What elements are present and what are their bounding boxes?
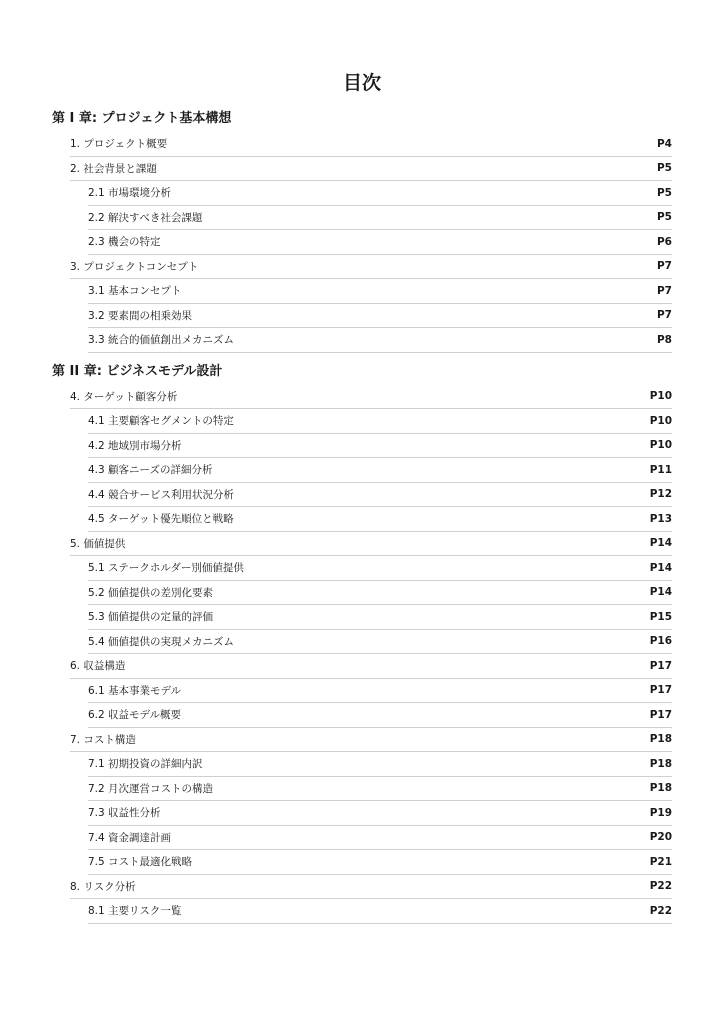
chapter-heading: 第 I 章: プロジェクト基本構想 [52, 111, 232, 126]
chapter-heading: 第 II 章: ビジネスモデル設計 [52, 363, 223, 379]
toc-subsection-row[interactable] [88, 826, 672, 851]
toc-subsection-row[interactable] [88, 507, 672, 532]
toc-section-row[interactable] [70, 728, 672, 753]
toc-entry-label: 5.3 価値提供の定量的評価 [88, 611, 214, 624]
toc-page-number: P7 [656, 260, 672, 273]
toc-entry-label: 4.5 ターゲット優先順位と戦略 [88, 513, 234, 526]
toc-entry-label: 3.1 基本コンセプト [88, 285, 182, 298]
toc-subsection-row[interactable] [88, 483, 672, 508]
toc-subsection-row[interactable] [88, 581, 672, 606]
toc-entry-label: 7. コスト構造 [70, 733, 136, 746]
toc-entry-label: 2.2 解決すべき社会課題 [88, 211, 203, 224]
toc-entry-label: 4.4 競合サービス利用状況分析 [88, 488, 235, 501]
toc-entry-label: 8. リスク分析 [70, 880, 136, 893]
toc-subsection-row[interactable] [88, 850, 672, 875]
toc-subsection-row[interactable] [88, 181, 672, 206]
toc-subsection-row[interactable] [88, 304, 672, 329]
toc-section-row[interactable] [70, 875, 672, 900]
toc-entry-label: 2. 社会背景と課題 [70, 162, 157, 175]
toc-subsection-row[interactable] [88, 679, 672, 704]
toc-subsection-row[interactable] [88, 206, 672, 231]
toc-entry-label: 3.3 統合的価値創出メカニズム [88, 334, 235, 347]
toc-entry-label: 7.2 月次運営コストの構造 [88, 782, 214, 795]
toc-page-number: P14 [649, 537, 672, 550]
toc-page-number: P17 [649, 659, 672, 672]
toc-page-number: P14 [649, 586, 672, 599]
toc-entry-label: 4.2 地域別市場分析 [88, 439, 182, 452]
toc-page-number: P7 [656, 309, 672, 322]
toc-entry-label: 3. プロジェクトコンセプト [70, 260, 199, 273]
toc-subsection-row[interactable] [88, 279, 672, 304]
toc-subsection-row[interactable] [88, 630, 672, 655]
toc-page-number: P18 [649, 782, 672, 795]
toc-entry-label: 1. プロジェクト概要 [70, 138, 168, 151]
toc-subsection-row[interactable] [88, 230, 672, 255]
toc-subsection-row[interactable] [88, 899, 672, 924]
toc-page-number: P5 [656, 162, 672, 175]
toc-page-number: P5 [656, 186, 672, 199]
toc-page-number: P4 [656, 137, 672, 150]
toc-page-number: P7 [656, 284, 672, 297]
toc-page-number: P10 [649, 390, 672, 403]
toc-page-number: P19 [649, 806, 672, 819]
toc-section-row[interactable] [70, 157, 672, 182]
toc-page-number: P6 [656, 235, 672, 248]
toc-page-number: P14 [649, 561, 672, 574]
toc-section-row[interactable] [70, 654, 672, 679]
toc-entry-label: 5.2 価値提供の差別化要素 [88, 586, 214, 599]
table-of-contents [52, 102, 672, 924]
toc-page-number: P12 [649, 488, 672, 501]
toc-subsection-row[interactable] [88, 777, 672, 802]
toc-subsection-row[interactable] [88, 703, 672, 728]
toc-page-number: P17 [649, 684, 672, 697]
toc-subsection-row[interactable] [88, 328, 672, 353]
toc-entry-label: 6.2 収益モデル概要 [88, 709, 182, 722]
toc-entry-label: 7.3 収益性分析 [88, 807, 161, 820]
toc-subsection-row[interactable] [88, 752, 672, 777]
toc-page-number: P11 [649, 463, 672, 476]
toc-entry-label: 7.4 資金調達計画 [88, 831, 172, 844]
toc-entry-label: 3.2 要素間の相乗効果 [88, 309, 193, 322]
toc-entry-label: 5.1 ステークホルダー別価値提供 [88, 562, 244, 575]
toc-subsection-row[interactable] [88, 458, 672, 483]
toc-entry-label: 5.4 価値提供の実現メカニズム [88, 635, 235, 648]
toc-entry-label: 8.1 主要リスク一覧 [88, 905, 182, 918]
toc-page-number: P5 [656, 211, 672, 224]
toc-page-number: P20 [649, 831, 672, 844]
toc-entry-label: 6. 収益構造 [70, 660, 126, 673]
toc-entry-label: 4. ターゲット顧客分析 [70, 390, 178, 403]
toc-subsection-row[interactable] [88, 434, 672, 459]
toc-section-row[interactable] [70, 132, 672, 157]
toc-section-row[interactable] [70, 532, 672, 557]
toc-entry-label: 7.1 初期投資の詳細内訳 [88, 758, 203, 771]
toc-entry-label: 7.5 コスト最適化戦略 [88, 856, 193, 869]
toc-page-number: P22 [649, 904, 672, 917]
toc-page-number: P15 [649, 610, 672, 623]
toc-entry-label: 6.1 基本事業モデル [88, 684, 182, 697]
toc-subsection-row[interactable] [88, 605, 672, 630]
toc-section-row[interactable] [70, 385, 672, 410]
toc-page-number: P21 [649, 855, 672, 868]
page-title: 目次 [342, 72, 381, 94]
toc-page-number: P10 [649, 439, 672, 452]
toc-subsection-row[interactable] [88, 801, 672, 826]
chapter-section [52, 355, 672, 924]
toc-entry-label: 2.1 市場環境分析 [88, 187, 172, 200]
toc-subsection-row[interactable] [88, 556, 672, 581]
toc-page-number: P18 [649, 757, 672, 770]
toc-page-number: P10 [649, 414, 672, 427]
toc-page-number: P18 [649, 733, 672, 746]
toc-entry-label: 4.1 主要顧客セグメントの特定 [88, 415, 234, 428]
toc-entry-label: 4.3 顧客ニーズの詳細分析 [88, 464, 213, 477]
chapter-section [52, 102, 672, 353]
toc-page-number: P8 [656, 333, 672, 346]
toc-page-number: P22 [649, 880, 672, 893]
toc-entry-label: 5. 価値提供 [70, 537, 126, 550]
toc-page-number: P16 [649, 635, 672, 648]
toc-entry-label: 2.3 機会の特定 [88, 236, 161, 249]
toc-section-row[interactable] [70, 255, 672, 280]
toc-page-number: P17 [649, 708, 672, 721]
toc-subsection-row[interactable] [88, 409, 672, 434]
toc-page-number: P13 [649, 512, 672, 525]
